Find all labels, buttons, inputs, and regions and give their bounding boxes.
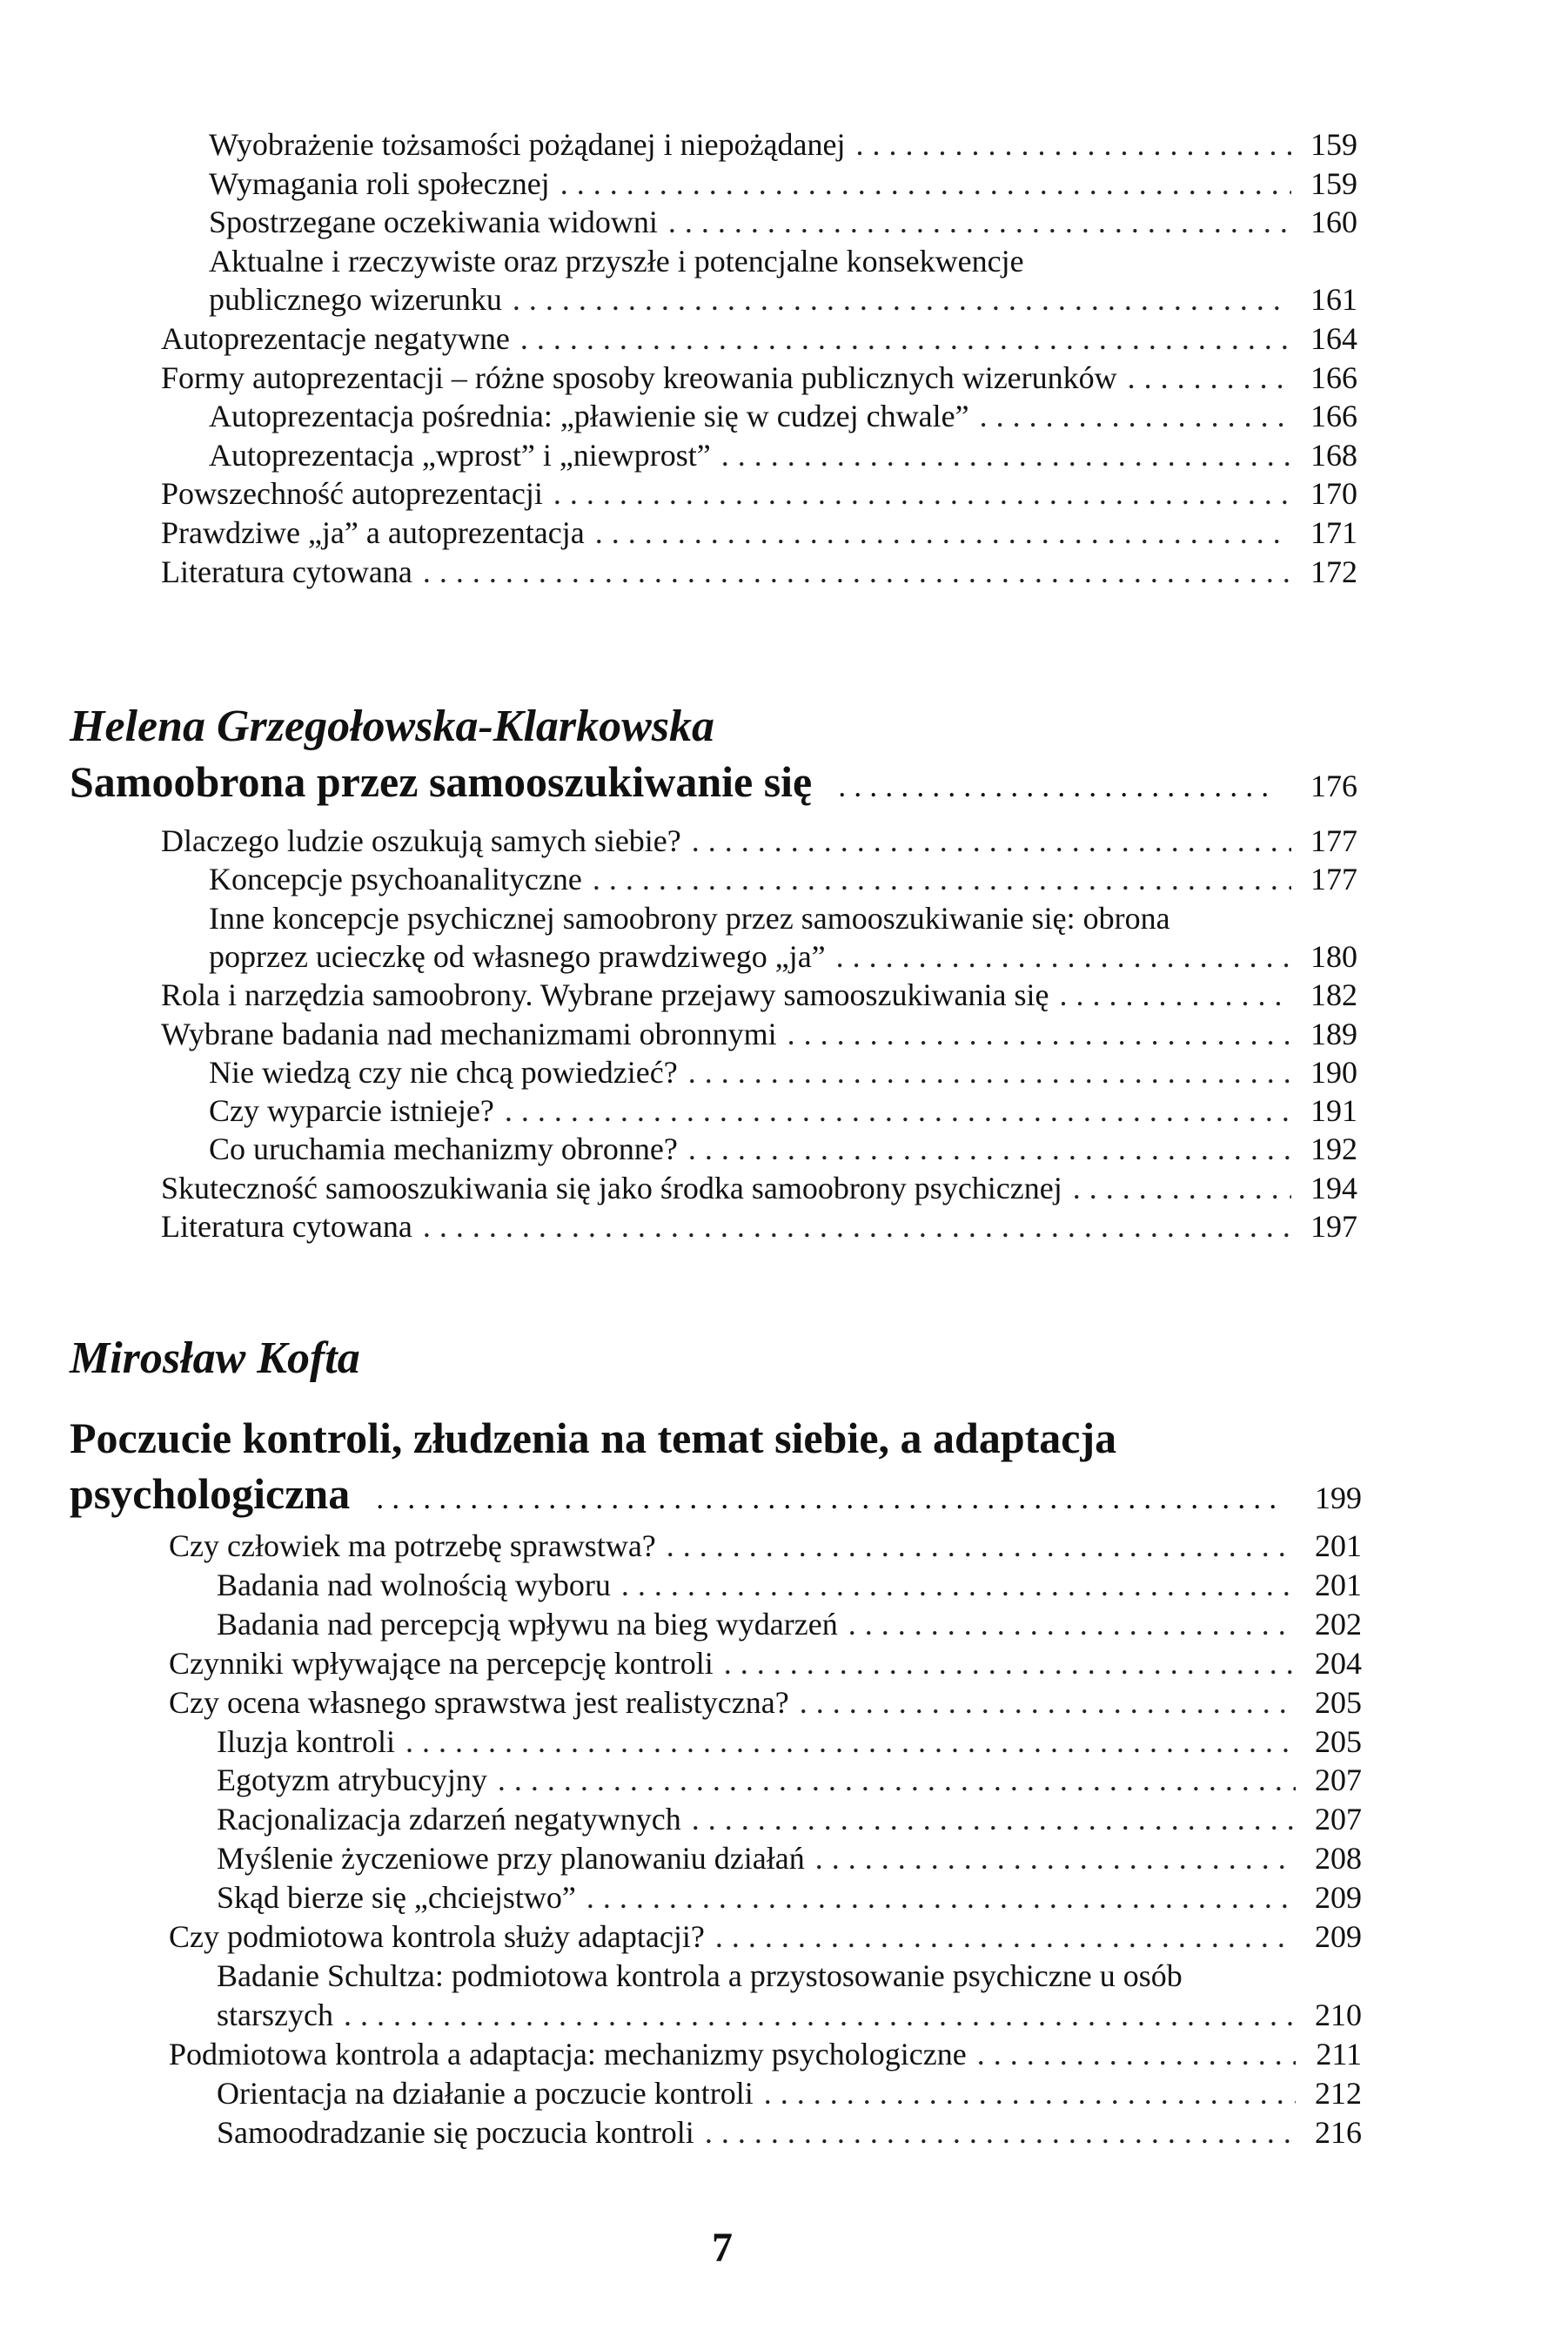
toc-entry xyxy=(209,436,1357,475)
entry-page: 208 xyxy=(1315,1841,1362,1877)
entry-page: 205 xyxy=(1315,1684,1362,1720)
entry-title: Egotyzm atrybucyjny xyxy=(217,1763,487,1798)
dot-leader xyxy=(344,1996,1296,2035)
entry-title: Czynniki wpływające na percepcję kontroli xyxy=(169,1645,714,1681)
dot-leader xyxy=(498,1761,1296,1800)
toc-entry xyxy=(217,1800,1362,1839)
toc-entry xyxy=(169,1644,1362,1683)
dot-leader xyxy=(1073,1169,1291,1208)
dot-leader xyxy=(688,1053,1291,1092)
toc-entry xyxy=(161,514,1357,553)
dot-leader xyxy=(815,1839,1296,1878)
entry-title: poprzez ucieczkę od własnego prawdziwego „ja” xyxy=(209,938,826,974)
section-title-continued xyxy=(70,1466,1362,1526)
entry-page: 192 xyxy=(1310,1131,1357,1167)
entry-page: 177 xyxy=(1310,862,1357,897)
dot-leader xyxy=(586,1878,1296,1917)
entry-page: 205 xyxy=(1315,1723,1362,1759)
section-author: Helena Grzegołowska-Klarkowska xyxy=(70,702,715,751)
entry-page: 170 xyxy=(1310,476,1357,512)
entry-page: 201 xyxy=(1315,1528,1362,1563)
entry-page: 202 xyxy=(1315,1606,1362,1642)
entry-title: Literatura cytowana xyxy=(161,1209,412,1244)
entry-page: 201 xyxy=(1315,1567,1362,1602)
entry-title: Samoodradzanie się poczucia kontroli xyxy=(217,2114,694,2150)
entry-title: Formy autoprezentacji – różne sposoby kreowania publicznych wizerunków xyxy=(161,359,1117,395)
toc-entry xyxy=(209,125,1357,165)
entry-title: Iluzja kontroli xyxy=(217,1723,395,1759)
section-title xyxy=(70,754,1357,814)
entry-page: 166 xyxy=(1310,399,1357,434)
entry-title: Czy podmiotowa kontrola służy adaptacji? xyxy=(169,1919,705,1954)
entry-page: 172 xyxy=(1310,554,1357,589)
toc-entry xyxy=(209,397,1357,436)
toc-entry xyxy=(169,1527,1362,1566)
entry-title: Czy wyparcie istnieje? xyxy=(209,1093,494,1129)
entry-page: 209 xyxy=(1315,1880,1362,1916)
section-title xyxy=(70,1410,1116,1466)
entry-title: Czy człowiek ma potrzebę sprawstwa? xyxy=(169,1528,656,1563)
toc-entry xyxy=(217,1996,1362,2035)
dot-leader xyxy=(764,2074,1296,2113)
toc-entry xyxy=(209,860,1357,899)
entry-title: Autoprezentacja „wprost” i „niewprost” xyxy=(209,437,711,473)
toc-entry xyxy=(209,203,1357,242)
dot-leader xyxy=(836,937,1291,977)
toc-entry xyxy=(161,1015,1357,1054)
entry-title: Inne koncepcje psychicznej samoobrony przez samooszukiwanie się: obrona xyxy=(209,900,1170,936)
toc-entry xyxy=(161,1207,1357,1246)
entry-title: Powszechność autoprezentacji xyxy=(161,476,543,512)
entry-title: Wybrane badania nad mechanizmami obronnymi xyxy=(161,1016,777,1051)
entry-page: 197 xyxy=(1310,1209,1357,1244)
dot-leader xyxy=(423,1207,1291,1246)
entry-page: 191 xyxy=(1310,1093,1357,1129)
entry-title: Dlaczego ludzie oszukują samych siebie? xyxy=(161,823,681,858)
dot-leader xyxy=(405,1722,1296,1762)
toc-entry xyxy=(217,2074,1362,2113)
entry-page: 211 xyxy=(1316,2036,1362,2071)
entry-title: Literatura cytowana xyxy=(161,554,412,589)
toc-entry xyxy=(217,1566,1362,1605)
toc-entry xyxy=(217,1722,1362,1762)
dot-leader xyxy=(980,397,1291,436)
toc-entry xyxy=(209,1130,1357,1169)
entry-page: 207 xyxy=(1315,1763,1362,1798)
dot-leader xyxy=(688,1130,1291,1169)
entry-page: 182 xyxy=(1310,977,1357,1013)
entry-page: 166 xyxy=(1310,359,1357,395)
dot-leader xyxy=(621,1566,1296,1605)
entry-title: Badania nad percepcją wpływu na bieg wydarzeń xyxy=(217,1606,838,1642)
entry-title: Co uruchamia mechanizmy obronne? xyxy=(209,1131,678,1167)
entry-title: Racjonalizacja zdarzeń negatywnych xyxy=(217,1802,681,1837)
dot-leader xyxy=(692,1800,1296,1839)
entry-page: 194 xyxy=(1310,1170,1357,1205)
entry-page: 171 xyxy=(1310,515,1357,550)
section-title-text: Samoobrona przez samooszukiwanie się xyxy=(70,757,813,806)
dot-leader xyxy=(376,1470,1275,1526)
toc-entry xyxy=(209,1091,1357,1131)
entry-page: 159 xyxy=(1310,165,1357,201)
dot-leader xyxy=(667,1527,1296,1566)
dot-leader xyxy=(593,860,1291,899)
entry-title: Badanie Schultza: podmiotowa kontrola a przystosowanie psychiczne u osób xyxy=(217,1957,1183,1993)
dot-leader xyxy=(721,436,1291,475)
entry-title: Wymagania roli społecznej xyxy=(209,165,550,201)
entry-title: Skąd bierze się „chciejstwo” xyxy=(217,1880,576,1916)
entry-title: Autoprezentacje negatywne xyxy=(161,321,510,356)
entry-title: Czy ocena własnego sprawstwa jest realistyczna? xyxy=(169,1684,789,1720)
section-page: 176 xyxy=(1310,769,1357,803)
dot-leader xyxy=(977,2035,1296,2074)
dot-leader xyxy=(715,1917,1296,1957)
toc-entry-line xyxy=(209,899,1170,938)
toc-entry xyxy=(161,319,1357,359)
toc-entry xyxy=(161,1169,1357,1208)
toc-entry xyxy=(169,1683,1362,1722)
entry-page: 207 xyxy=(1315,1802,1362,1837)
dot-leader xyxy=(520,319,1291,359)
entry-title: Autoprezentacja pośrednia: „pławienie się w cudzej chwale” xyxy=(209,399,969,434)
entry-title: Myślenie życzeniowe przy planowaniu działań xyxy=(217,1841,805,1877)
toc-entry xyxy=(209,280,1357,319)
dot-leader xyxy=(787,1015,1291,1054)
dot-leader xyxy=(553,474,1291,514)
toc-entry-line xyxy=(217,1957,1183,1996)
dot-leader xyxy=(724,1644,1296,1683)
entry-page: 160 xyxy=(1310,205,1357,240)
entry-title: Aktualne i rzeczywiste oraz przyszłe i potencjalne konsekwencje xyxy=(209,243,1024,279)
toc-entry xyxy=(169,1917,1362,1957)
toc-entry xyxy=(209,937,1357,977)
toc-entry xyxy=(217,1605,1362,1644)
dot-leader xyxy=(838,758,1270,814)
entry-title: Koncepcje psychoanalityczne xyxy=(209,862,582,897)
entry-title: Orientacja na działanie a poczucie kontroli xyxy=(217,2075,754,2111)
dot-leader xyxy=(423,553,1291,592)
entry-page: 177 xyxy=(1310,823,1357,858)
dot-leader xyxy=(856,125,1292,165)
toc-entry xyxy=(161,822,1357,861)
dot-leader xyxy=(668,203,1291,242)
entry-page: 161 xyxy=(1310,282,1357,318)
dot-leader xyxy=(692,822,1291,861)
dot-leader xyxy=(1059,976,1291,1015)
entry-title: starszych xyxy=(217,1997,333,2032)
dot-leader xyxy=(1128,359,1291,398)
entry-page: 209 xyxy=(1315,1919,1362,1954)
entry-title: Spostrzegane oczekiwania widowni xyxy=(209,205,658,240)
dot-leader xyxy=(595,514,1291,553)
section-page: 199 xyxy=(1315,1481,1362,1515)
entry-title: Nie wiedzą czy nie chcą powiedzieć? xyxy=(209,1054,678,1090)
entry-page: 180 xyxy=(1310,938,1357,974)
toc-entry xyxy=(161,976,1357,1015)
page-number: 7 xyxy=(712,2225,733,2271)
toc-entry xyxy=(169,2035,1362,2074)
entry-page: 204 xyxy=(1315,1645,1362,1681)
toc-entry xyxy=(217,1878,1362,1917)
section-author: Mirosław Kofta xyxy=(70,1333,360,1383)
toc-entry xyxy=(161,474,1357,514)
toc-entry xyxy=(217,2113,1362,2152)
dot-leader xyxy=(505,1091,1291,1131)
section-title-text: psychologiczna xyxy=(70,1469,351,1518)
entry-title: Podmiotowa kontrola a adaptacja: mechanizmy psychologiczne xyxy=(169,2036,967,2071)
toc-entry xyxy=(209,1053,1357,1092)
entry-title: publicznego wizerunku xyxy=(209,282,502,318)
dot-leader xyxy=(513,280,1291,319)
entry-page: 164 xyxy=(1310,321,1357,356)
entry-page: 190 xyxy=(1310,1054,1357,1090)
dot-leader xyxy=(800,1683,1296,1722)
dot-leader xyxy=(705,2113,1296,2152)
entry-title: Skuteczność samooszukiwania się jako środka samoobrony psychicznej xyxy=(161,1170,1062,1205)
entry-page: 189 xyxy=(1310,1016,1357,1051)
entry-title: Rola i narzędzia samoobrony. Wybrane przejawy samooszukiwania się xyxy=(161,977,1049,1013)
toc-entry-line xyxy=(209,242,1024,281)
entry-page: 212 xyxy=(1315,2075,1362,2111)
dot-leader xyxy=(848,1605,1296,1644)
entry-title: Badania nad wolnością wyboru xyxy=(217,1567,611,1602)
entry-title: Wyobrażenie tożsamości pożądanej i niepożądanej xyxy=(209,127,846,162)
toc-entry xyxy=(161,553,1357,592)
section-title-text: Poczucie kontroli, złudzenia na temat siebie, a adaptacja xyxy=(70,1413,1117,1462)
toc-entry xyxy=(209,165,1357,204)
entry-page: 210 xyxy=(1315,1997,1362,2032)
dot-leader xyxy=(560,165,1291,204)
toc-entry xyxy=(217,1761,1362,1800)
entry-page: 168 xyxy=(1310,437,1357,473)
entry-title: Prawdziwe „ja” a autoprezentacja xyxy=(161,515,585,550)
toc-entry xyxy=(161,359,1357,398)
entry-page: 216 xyxy=(1315,2114,1362,2150)
toc-entry xyxy=(217,1839,1362,1878)
entry-page: 159 xyxy=(1310,127,1357,162)
